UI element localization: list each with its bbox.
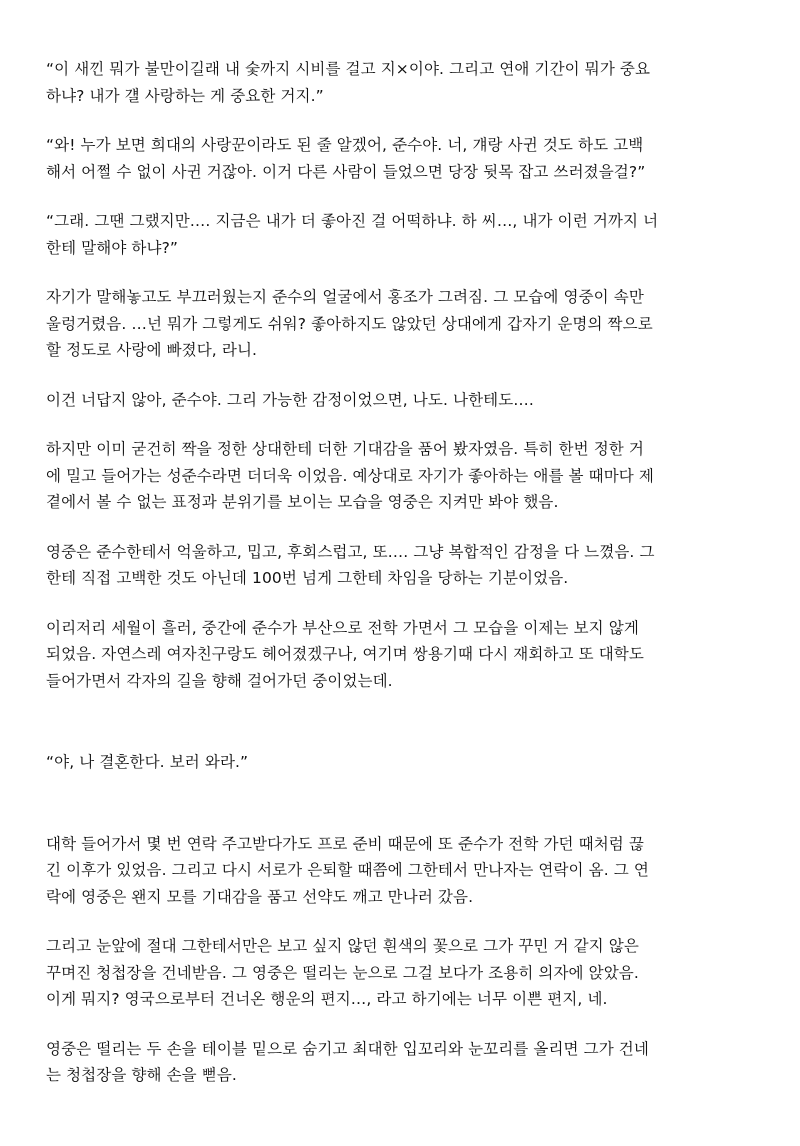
paragraph-gap: [46, 694, 758, 749]
paragraph-gap: [46, 776, 758, 831]
paragraph-6: 하지만 이미 굳건히 짝을 정한 상대한테 더한 기대감을 품어 봤자였음. 특히 한번 정한 거 에 밀고 들어가는 성준수라면 더더욱 이었음. 예상대로 자기가 좋아하는 애를 볼 때마다 제 곁에서 볼 수 없는 표정과 분위기를 보이는 모습을 영중은 지켜만 봐야 했음.: [46, 440, 654, 511]
paragraph-gap: [46, 185, 758, 208]
paragraph-4: 자기가 말해놓고도 부끄러웠는지 준수의 얼굴에서 홍조가 그려짐. 그 모습에 영중이 속만 울렁거렸음. …넌 뭐가 그렇게도 쉬워? 좋아하지도 않았던 상대에게 갑자기 운명의 짝으로 할 정도로 사랑에 빠졌다, 라니.: [46, 288, 653, 359]
paragraph-gap: [46, 910, 758, 933]
paragraph-gap: [46, 109, 758, 132]
paragraph-5: 이건 너답지 않아, 준수야. 그리 가능한 감정이었으면, 나도. 나한테도….: [46, 390, 534, 409]
document-body: [46, 56, 758, 1089]
paragraph-8: 이리저리 세월이 흘러, 중간에 준수가 부산으로 전학 가면서 그 모습을 이제는 보지 않게 되었음. 자연스레 여자친구랑도 헤어졌겠구나, 여기며 쌍용기때 다시 재회하고 또 대학도 들어가면서 각자의 길을 향해 걸어가던 중이었는데.: [46, 618, 644, 690]
paragraph-1: “이 새낀 뭐가 불만이길래 내 숯까지 시비를 걸고 지×이야. 그리고 연애 기간이 뭐가 중요 하냐? 내가 걜 사랑하는 게 중요한 거지.”: [46, 60, 651, 105]
paragraph-12: 영중은 떨리는 두 손을 테이블 밑으로 숨기고 최대한 입꼬리와 눈꼬리를 올리면 그가 건네 는 청첩장을 향해 손을 뻗음.: [46, 1039, 649, 1084]
paragraph-10: 대학 들어가서 몇 번 연락 주고받다가도 프로 준비 때문에 또 준수가 전학 가던 때처럼 끊 긴 이후가 있었음. 그리고 다시 서로가 은퇴할 때쯤에 그한테서 만나자는 연락이 옴. 그 연 락에 영중은 왠지 모를 기대감을 품고 선약도 깨고 만나러 갔음.: [46, 834, 649, 906]
paragraph-2: “와! 누가 보면 희대의 사랑꾼이라도 된 줄 알겠어, 준수야. 너, 걔랑 사귄 것도 하도 고백 해서 어쩔 수 없이 사귄 거잖아. 이거 다른 사람이 들었으면 당장 뒷목 잡고 쓰러졌을걸?”: [46, 136, 646, 181]
dialogue-line: “야, 나 결혼한다. 보러 와라.”: [46, 753, 249, 771]
paragraph-gap: [46, 592, 758, 615]
paragraph-gap: [46, 364, 758, 387]
paragraph-7: 영중은 준수한테서 억울하고, 밉고, 후회스럽고, 또…. 그냥 복합적인 감정을 다 느꼈음. 그 한테 직접 고백한 것도 아닌데 100번 넘게 그한테 차임을 당하는 기분이었음.: [46, 542, 655, 587]
paragraph-3: “그래. 그땐 그랬지만…. 지금은 내가 더 좋아진 걸 어떡하냐. 하 씨…, 내가 이런 거까지 너 한테 말해야 하냐?”: [46, 212, 659, 257]
paragraph-gap: [46, 516, 758, 539]
paragraph-gap: [46, 261, 758, 284]
paragraph-gap: [46, 413, 758, 436]
paragraph-11: 그리고 눈앞에 절대 그한테서만은 보고 싶지 않던 흰색의 꽃으로 그가 꾸민 거 같지 않은 꾸며진 청첩장을 건네받음. 그 영중은 떨리는 눈으로 그걸 보다가 조용히 의자에 앉았음. 이게 뭐지? 영국으로부터 건너온 행운의 편지…, 라고 하기에는 너무 이쁜 편지, 네.: [46, 937, 639, 1008]
paragraph-gap: [46, 1013, 758, 1036]
